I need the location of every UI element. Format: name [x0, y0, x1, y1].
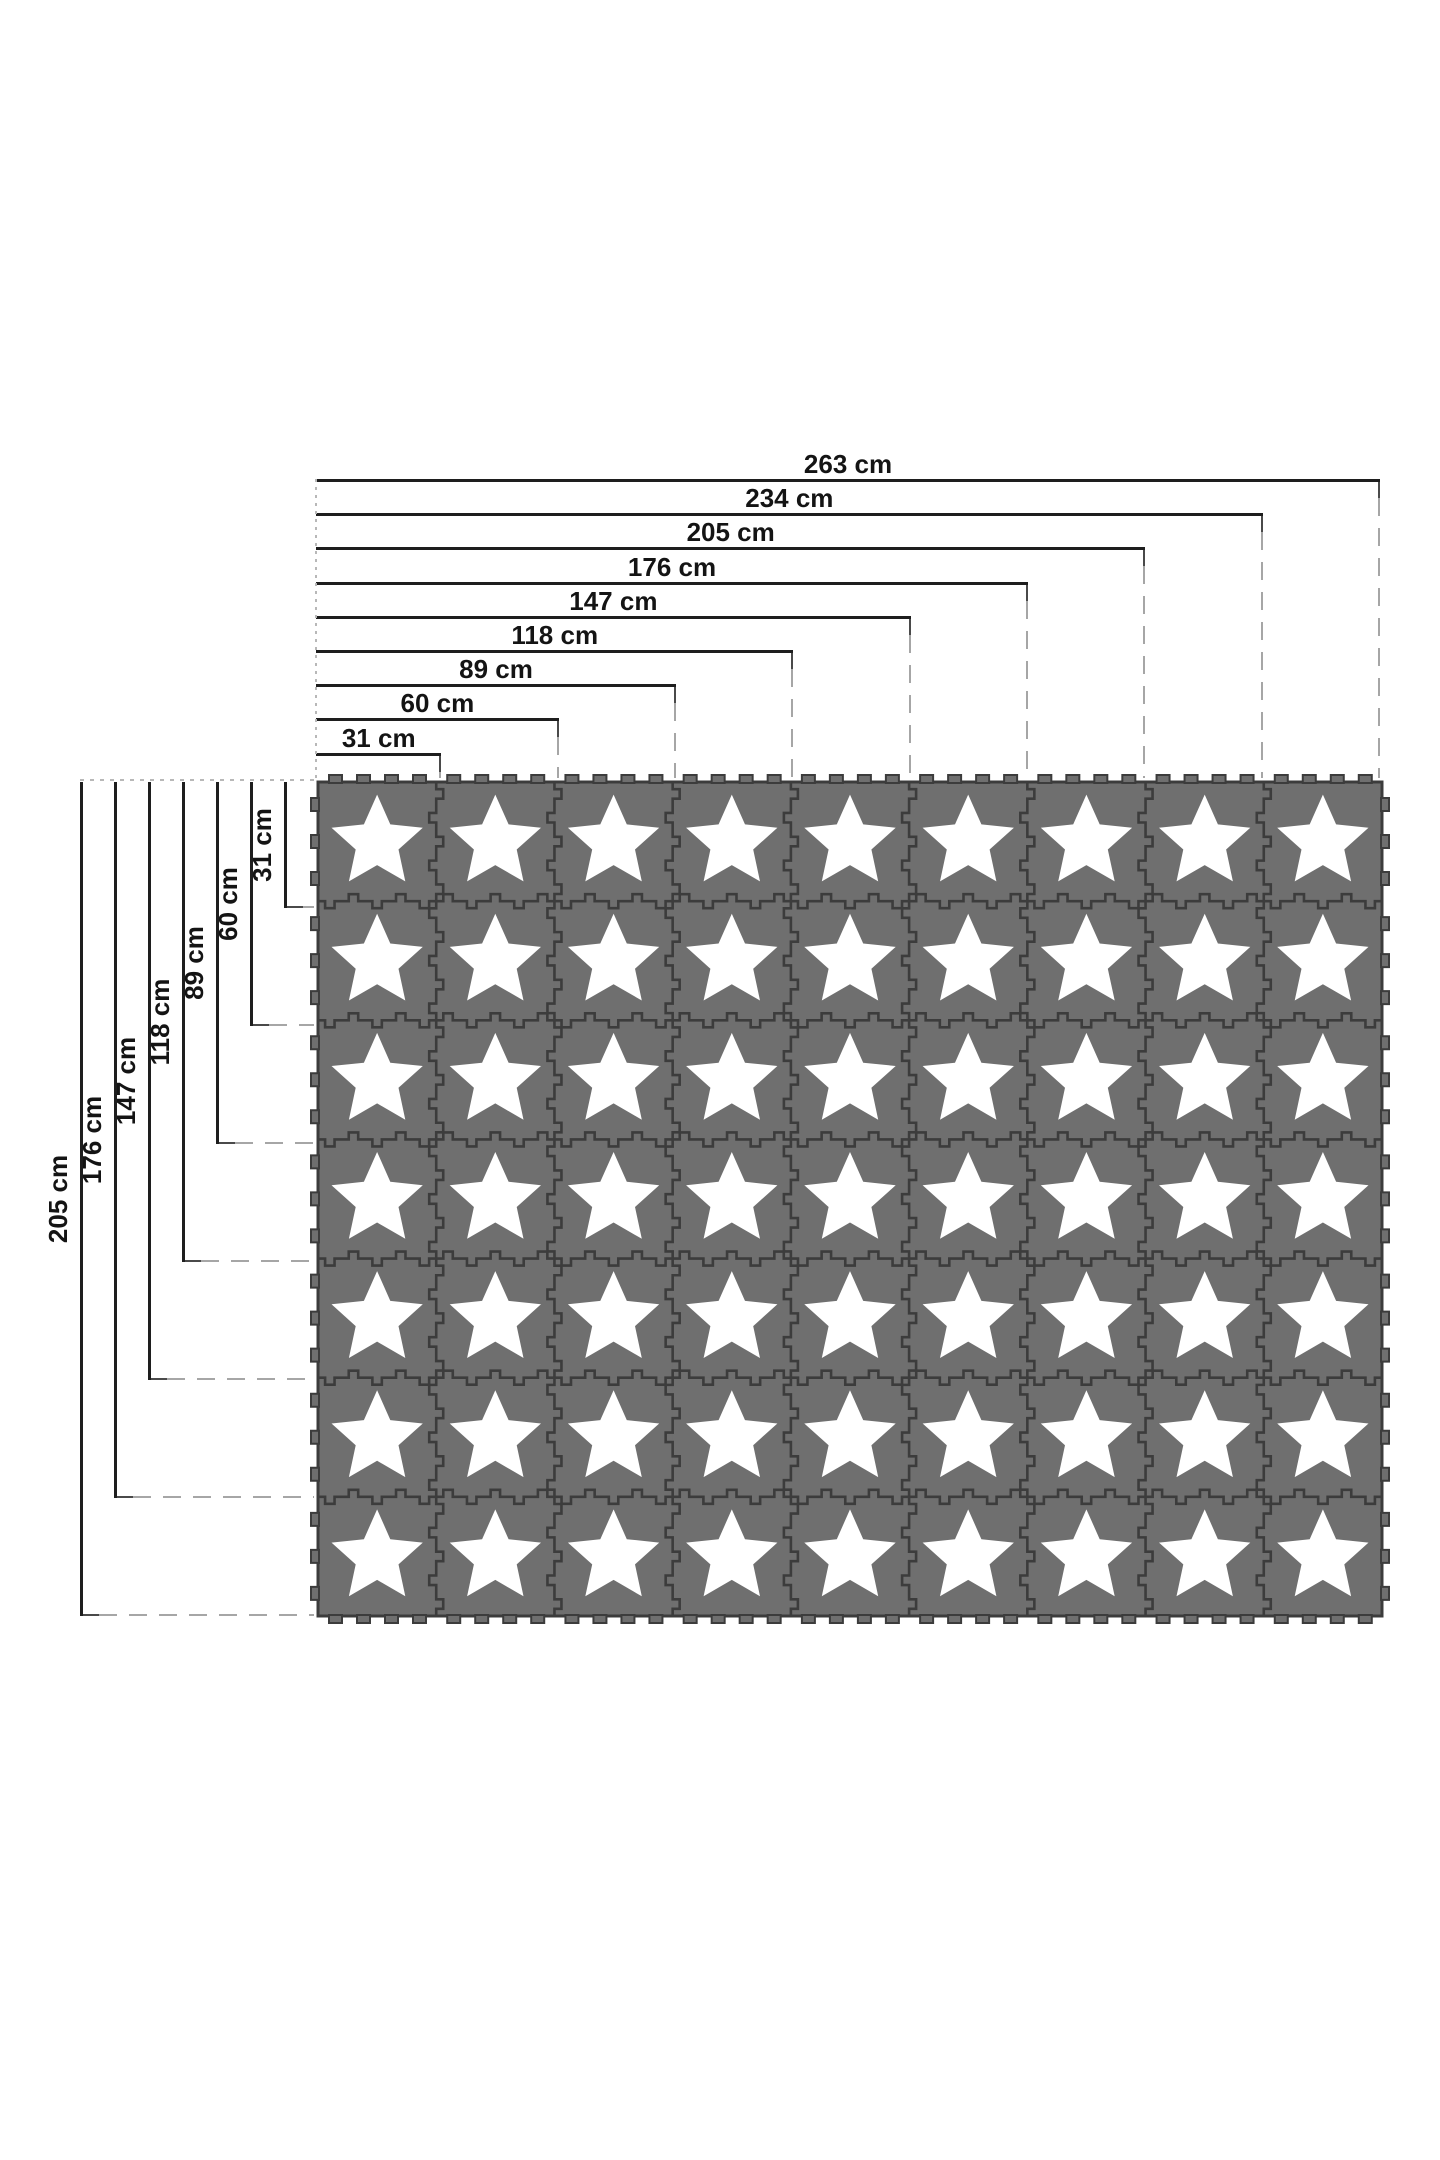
guide-dashed-vertical [909, 635, 911, 778]
mat-tile [791, 782, 910, 902]
edge-tab [311, 1513, 319, 1526]
guide-dashed-vertical [791, 669, 793, 778]
mat-tile [554, 901, 673, 1021]
edge-tab [1381, 917, 1389, 930]
edge-tab [329, 1615, 342, 1623]
edge-tab [649, 775, 662, 783]
edge-tab [311, 1275, 319, 1288]
edge-tab [475, 775, 488, 783]
mat-tile [791, 901, 910, 1021]
edge-tab [886, 775, 899, 783]
dimension-line-horizontal [316, 479, 1380, 482]
edge-tab [413, 775, 426, 783]
edge-tab [1381, 798, 1389, 811]
mat-tile [673, 1020, 792, 1140]
dimension-line-vertical [148, 782, 151, 1380]
edge-tab [531, 1615, 544, 1623]
edge-tab [1241, 775, 1254, 783]
dimension-line-horizontal [316, 616, 911, 619]
dimension-end-tick [253, 1024, 269, 1026]
edge-tab [1359, 775, 1372, 783]
edge-tab [503, 1615, 516, 1623]
edge-tab [830, 775, 843, 783]
mat-tile [791, 1020, 910, 1140]
edge-tab [830, 1615, 843, 1623]
edge-tab [1122, 775, 1135, 783]
edge-tab [311, 954, 319, 967]
edge-tab [311, 1587, 319, 1600]
edge-tab [593, 775, 606, 783]
dimension-label: 147 cm [569, 585, 658, 616]
dimension-end-tick [219, 1142, 235, 1144]
edge-tab [1381, 1587, 1389, 1600]
edge-tab [1038, 1615, 1051, 1623]
edge-tab [1381, 1155, 1389, 1168]
edge-tab [311, 1468, 319, 1481]
edge-tab [413, 1615, 426, 1623]
edge-tab [1381, 1073, 1389, 1086]
dimension-line-vertical [80, 782, 83, 1616]
mat-tile [554, 1020, 673, 1140]
edge-tab [948, 1615, 961, 1623]
edge-tab [976, 1615, 989, 1623]
dimension-end-tick [791, 653, 793, 669]
mat-tile [1264, 1497, 1383, 1617]
mat-tile [318, 1139, 437, 1259]
mat-tile [1146, 1378, 1265, 1498]
edge-tab [649, 1615, 662, 1623]
mat-tile [554, 1259, 673, 1379]
edge-tab [1381, 1110, 1389, 1123]
dimension-line-horizontal [316, 684, 676, 687]
edge-tab [357, 1615, 370, 1623]
mat-tile [909, 1020, 1028, 1140]
dimension-end-tick [117, 1496, 133, 1498]
guide-dashed-vertical [1378, 498, 1380, 778]
dimension-end-tick [1143, 550, 1145, 566]
edge-tab [802, 1615, 815, 1623]
mat-tile [673, 1378, 792, 1498]
dimension-line-vertical [216, 782, 219, 1144]
edge-tab [1331, 1615, 1344, 1623]
dimension-line-horizontal [316, 582, 1028, 585]
edge-tab [1213, 775, 1226, 783]
mat-tile [1264, 1139, 1383, 1259]
edge-tab [920, 1615, 933, 1623]
edge-tab [1331, 775, 1344, 783]
mat-tile [1146, 1497, 1265, 1617]
edge-tab [1094, 1615, 1107, 1623]
edge-tab [1275, 775, 1288, 783]
edge-tab [1381, 1192, 1389, 1205]
edge-tab [1381, 1275, 1389, 1288]
mat-tile [909, 901, 1028, 1021]
mat-tile [318, 1259, 437, 1379]
guide-dashed-horizontal [201, 1260, 314, 1262]
mat-tile [1027, 1020, 1146, 1140]
edge-tab [1185, 775, 1198, 783]
edge-tab [1241, 1615, 1254, 1623]
mat-tile [1264, 782, 1383, 902]
edge-tab [1381, 1431, 1389, 1444]
dimension-label: 118 cm [145, 978, 175, 1066]
mat-tile [909, 1259, 1028, 1379]
guide-dotted-vertical [315, 479, 317, 778]
edge-tab [1381, 1349, 1389, 1362]
mat-tile [554, 1378, 673, 1498]
mat-tile [1264, 1259, 1383, 1379]
edge-tab [1381, 991, 1389, 1004]
mat-tile [791, 1139, 910, 1259]
mat-tile [1027, 1497, 1146, 1617]
edge-tab [311, 1192, 319, 1205]
edge-tab [475, 1615, 488, 1623]
edge-tab [311, 1036, 319, 1049]
edge-tab [565, 1615, 578, 1623]
dimension-end-tick [557, 721, 559, 737]
mat-tile [1146, 1139, 1265, 1259]
dimension-label: 147 cm [111, 1036, 141, 1126]
dimension-end-tick [1378, 482, 1380, 498]
mat-tile [909, 782, 1028, 902]
edge-tab [447, 1615, 460, 1623]
edge-tab [768, 1615, 781, 1623]
edge-tab [385, 775, 398, 783]
mat-tile [1264, 1378, 1383, 1498]
edge-tab [329, 775, 342, 783]
edge-tab [858, 775, 871, 783]
edge-tab [1381, 954, 1389, 967]
edge-tab [712, 1615, 725, 1623]
guide-dashed-vertical [1143, 566, 1145, 778]
edge-tab [311, 917, 319, 930]
edge-tab [1004, 1615, 1017, 1623]
dimension-line-horizontal [316, 547, 1145, 550]
mat-tile [1027, 1259, 1146, 1379]
dimension-label: 234 cm [745, 483, 834, 514]
dimension-end-tick [1261, 516, 1263, 532]
mat-tile [673, 901, 792, 1021]
edge-tab [1303, 1615, 1316, 1623]
dimension-line-horizontal [316, 650, 793, 653]
mat-tile [436, 782, 555, 902]
play-mat [306, 770, 1394, 1628]
edge-tab [311, 1229, 319, 1242]
mat-tile [318, 1378, 437, 1498]
edge-tab [920, 775, 933, 783]
mat-tile [791, 1259, 910, 1379]
dimension-line-vertical [114, 782, 117, 1498]
guide-dashed-vertical [1261, 532, 1263, 778]
mat-tile [554, 1497, 673, 1617]
mat-tile [436, 1259, 555, 1379]
edge-tab [1381, 835, 1389, 848]
edge-tab [1213, 1615, 1226, 1623]
edge-tab [976, 775, 989, 783]
edge-tab [1122, 1615, 1135, 1623]
edge-tab [447, 775, 460, 783]
dimension-label: 89 cm [179, 926, 209, 1000]
edge-tab [385, 1615, 398, 1623]
dimension-label: 205 cm [43, 1154, 73, 1244]
dimension-label: 31 cm [247, 808, 277, 882]
edge-tab [858, 1615, 871, 1623]
dimension-label: 60 cm [213, 867, 243, 941]
edge-tab [311, 1110, 319, 1123]
edge-tab [1381, 1468, 1389, 1481]
dimension-end-tick [151, 1378, 167, 1380]
dimension-end-tick [909, 619, 911, 635]
mat-tile [318, 1020, 437, 1140]
edge-tab [1094, 775, 1107, 783]
mat-tile [1264, 1020, 1383, 1140]
mat-tile [318, 901, 437, 1021]
mat-tile [909, 1378, 1028, 1498]
edge-tab [1381, 1550, 1389, 1563]
mat-tile [1027, 1139, 1146, 1259]
edge-tab [1157, 775, 1170, 783]
mat-tile [1146, 782, 1265, 902]
edge-tab [1275, 1615, 1288, 1623]
edge-tab [1381, 872, 1389, 885]
mat-tile [673, 782, 792, 902]
guide-dashed-vertical [1026, 601, 1028, 778]
edge-tab [621, 775, 634, 783]
edge-tab [886, 1615, 899, 1623]
edge-tab [621, 1615, 634, 1623]
mat-tile [1027, 901, 1146, 1021]
dimension-label: 89 cm [459, 654, 533, 685]
mat-tile [791, 1497, 910, 1617]
edge-tab [740, 1615, 753, 1623]
mat-tile [1027, 782, 1146, 902]
edge-tab [1066, 1615, 1079, 1623]
mat-tile [1146, 1259, 1265, 1379]
edge-tab [311, 1431, 319, 1444]
edge-tab [1157, 1615, 1170, 1623]
edge-tab [1303, 775, 1316, 783]
edge-tab [768, 775, 781, 783]
edge-tab [311, 798, 319, 811]
edge-tab [802, 775, 815, 783]
dimension-label: 60 cm [400, 688, 475, 719]
dimension-end-tick [674, 687, 676, 703]
mat-tile [673, 1497, 792, 1617]
guide-dashed-horizontal [99, 1614, 314, 1616]
dimension-line-horizontal [316, 753, 441, 756]
edge-tab [311, 835, 319, 848]
edge-tab [948, 775, 961, 783]
edge-tab [684, 1615, 697, 1623]
mat-tile [436, 901, 555, 1021]
edge-tab [684, 775, 697, 783]
edge-tab [1381, 1229, 1389, 1242]
edge-tab [311, 1349, 319, 1362]
edge-tab [565, 775, 578, 783]
dimension-label: 263 cm [803, 449, 893, 479]
edge-tab [1381, 1312, 1389, 1325]
edge-tab [311, 1312, 319, 1325]
edge-tab [1359, 1615, 1372, 1623]
dimension-end-tick [185, 1260, 201, 1262]
mat-tile [554, 1139, 673, 1259]
edge-tab [1004, 775, 1017, 783]
dimension-label: 31 cm [341, 722, 416, 753]
edge-tab [311, 1073, 319, 1086]
mat-tile [436, 1378, 555, 1498]
edge-tab [1066, 775, 1079, 783]
guide-dashed-horizontal [167, 1378, 314, 1380]
mat-tile [1146, 901, 1265, 1021]
dimension-label: 176 cm [627, 551, 717, 582]
edge-tab [1038, 775, 1051, 783]
guide-dashed-vertical [674, 703, 676, 778]
guide-dotted-horizontal [80, 779, 314, 781]
mat-tile [673, 1139, 792, 1259]
mat-tile [791, 1378, 910, 1498]
edge-tab [531, 775, 544, 783]
edge-tab [1381, 1036, 1389, 1049]
edge-tab [712, 775, 725, 783]
guide-dashed-horizontal [235, 1142, 314, 1144]
dimension-label: 176 cm [77, 1095, 107, 1185]
edge-tab [593, 1615, 606, 1623]
mat-tile [909, 1139, 1028, 1259]
mat-tile [436, 1139, 555, 1259]
dimension-line-vertical [284, 782, 287, 908]
edge-tab [311, 872, 319, 885]
mat-tile [1027, 1378, 1146, 1498]
edge-tab [740, 775, 753, 783]
mat-tile [436, 1020, 555, 1140]
mat-tile [436, 1497, 555, 1617]
dimension-end-tick [287, 906, 303, 908]
mat-tile [318, 1497, 437, 1617]
edge-tab [357, 775, 370, 783]
dimension-line-vertical [182, 782, 185, 1262]
dimension-label: 205 cm [686, 517, 775, 548]
edge-tab [311, 1550, 319, 1563]
dimension-line-horizontal [316, 718, 559, 721]
edge-tab [1185, 1615, 1198, 1623]
dimension-end-tick [83, 1614, 99, 1616]
mat-tile [1264, 901, 1383, 1021]
dimension-line-horizontal [316, 513, 1263, 516]
edge-tab [311, 1394, 319, 1407]
edge-tab [311, 991, 319, 1004]
edge-tab [311, 1155, 319, 1168]
edge-tab [503, 775, 516, 783]
mat-tile [318, 782, 437, 902]
dimension-end-tick [1026, 585, 1028, 601]
mat-tile [909, 1497, 1028, 1617]
guide-dashed-horizontal [133, 1496, 314, 1498]
mat-tile [673, 1259, 792, 1379]
edge-tab [1381, 1394, 1389, 1407]
mat-tile [1146, 1020, 1265, 1140]
mat-tile [554, 782, 673, 902]
edge-tab [1381, 1513, 1389, 1526]
dimension-label: 118 cm [511, 620, 599, 650]
